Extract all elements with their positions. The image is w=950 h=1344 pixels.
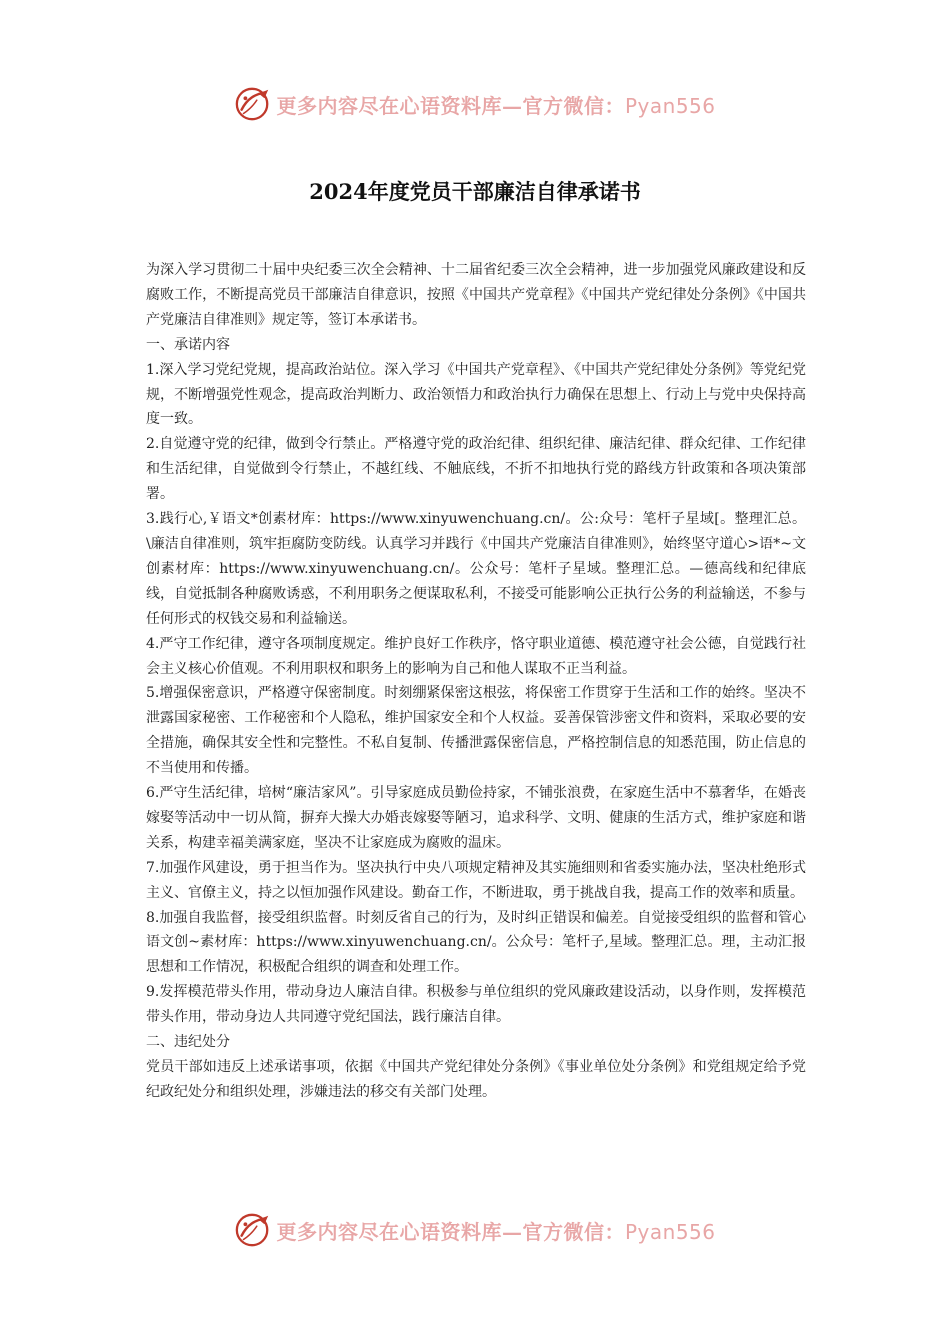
commitment-item: 4.严守工作纪律，遵守各项制度规定。维护良好工作秩序，恪守职业道德、模范遵守社会公德，自觉践行社会主义核心价值观。不利用职权和职务上的影响为自己和他人谋取不正当利益。 bbox=[146, 635, 806, 677]
footer-banner bbox=[0, 1210, 950, 1250]
document-title: 2024年度党员干部廉洁自律承诺书 bbox=[309, 179, 641, 204]
section-heading-penalties: 二、违纪处分 bbox=[146, 1034, 230, 1051]
commitment-item: 9.发挥模范带头作用，带动身边人廉洁自律。积极参与单位组织的党风廉政建设活动，以身作则，发挥模范带头作用，带动身边人共同遵守党纪国法，践行廉洁自律。 bbox=[146, 984, 806, 1026]
commitment-item: 1.深入学习党纪党规，提高政治站位。深入学习《中国共产党章程》、《中国共产党纪律处分条例》等党纪党规，不断增强党性观念，提高政治判断力、政治领悟力和政治执行力确保在思想上、行动上与党中央保持高度一致。 bbox=[146, 361, 806, 428]
banner-slogan: 更多内容尽在心语资料库—官方微信： bbox=[276, 1219, 625, 1244]
banner-wechat-id: Pyan556 bbox=[624, 1219, 716, 1244]
commitment-item: 7.加强作风建设，勇于担当作为。坚决执行中央八项规定精神及其实施细则和省委实施办法，坚决杜绝形式主义、官僚主义，持之以恒加强作风建设。勤奋工作，不断进取，勇于挑战自我，提高工作的效率和质量。 bbox=[146, 859, 806, 901]
pen-logo-icon bbox=[234, 1211, 272, 1249]
section-heading-commitments: 一、承诺内容 bbox=[146, 336, 230, 353]
header-banner bbox=[0, 84, 950, 124]
banner-text bbox=[276, 90, 715, 119]
banner-text bbox=[276, 1216, 715, 1245]
commitment-item: 6.严守生活纪律，培树“廉洁家风”。引导家庭成员勤俭持家，不铺张浪费，在家庭生活中不慕奢华，在婚丧嫁娶等活动中一切从简，摒弃大操大办婚丧嫁娶等陋习，追求科学、文明、健康的生活方式，维护家庭和谐关系，构建幸福美满家庭，坚决不让家庭成为腐败的温床。 bbox=[146, 785, 806, 851]
closing-paragraph: 党员干部如违反上述承诺事项，依据《中国共产党纪律处分条例》《事业单位处分条例》和党组规定给予党纪政纪处分和组织处理，涉嫌违法的移交有关部门处理。 bbox=[146, 1059, 806, 1100]
pen-logo-icon bbox=[234, 85, 272, 123]
document-body bbox=[146, 258, 806, 1105]
commitment-item: 3.践行心,￥语文*创素材库：https://www.xinyuwenchuang.cn/。公:众号：笔杆子星域[。整理汇总。\廉洁自律准则，筑牢拒腐防变防线。认真学习并践行《中国共产党廉洁自律准则》，始终坚守道心>语*~文创素材库：https://www.xinyuwenchuang.cn/。公众号：笔杆子星域。整理汇总。—德高线和纪律底线，自觉抵制各种腐败诱惑，不利用职务之便谋取私利，不接受可能影响公正执行公务的利益输送，不参与任何形式的权钱交易和利益输送。 bbox=[146, 511, 806, 627]
commitment-item: 5.增强保密意识，严格遵守保密制度。时刻绷紧保密这根弦，将保密工作贯穿于生活和工作的始终。坚决不泄露国家秘密、工作秘密和个人隐私，维护国家安全和个人权益。妥善保管涉密文件和资料，采取必要的安全措施，确保其安全性和完整性。不私自复制、传播泄露保密信息，严格控制信息的知悉范围，防止信息的不当使用和传播。 bbox=[146, 685, 806, 777]
intro-paragraph: 为深入学习贯彻二十届中央纪委三次全会精神、十二届省纪委三次全会精神，进一步加强党风廉政建设和反腐败工作，不断提高党员干部廉洁自律意识，按照《中国共产党章程》《中国共产党纪律处分条例》《中国共产党廉洁自律准则》规定等，签订本承诺书。 bbox=[146, 262, 806, 328]
banner-wechat-id: Pyan556 bbox=[624, 93, 716, 118]
banner-slogan: 更多内容尽在心语资料库—官方微信： bbox=[276, 93, 625, 118]
commitment-item: 2.自觉遵守党的纪律，做到令行禁止。严格遵守党的政治纪律、组织纪律、廉洁纪律、群众纪律、工作纪律和生活纪律，自觉做到令行禁止，不越红线、不触底线，不折不扣地执行党的路线方针政策和各项决策部署。 bbox=[146, 436, 806, 503]
commitment-item: 8.加强自我监督，接受组织监督。时刻反省自己的行为，及时纠正错误和偏差。自觉接受组织的监督和管心语文创~素材库：https://www.xinyuwenchuang.cn/。公众号：笔杆子,星域。整理汇总。理，主动汇报思想和工作情况，积极配合组织的调查和处理工作。 bbox=[146, 909, 806, 976]
